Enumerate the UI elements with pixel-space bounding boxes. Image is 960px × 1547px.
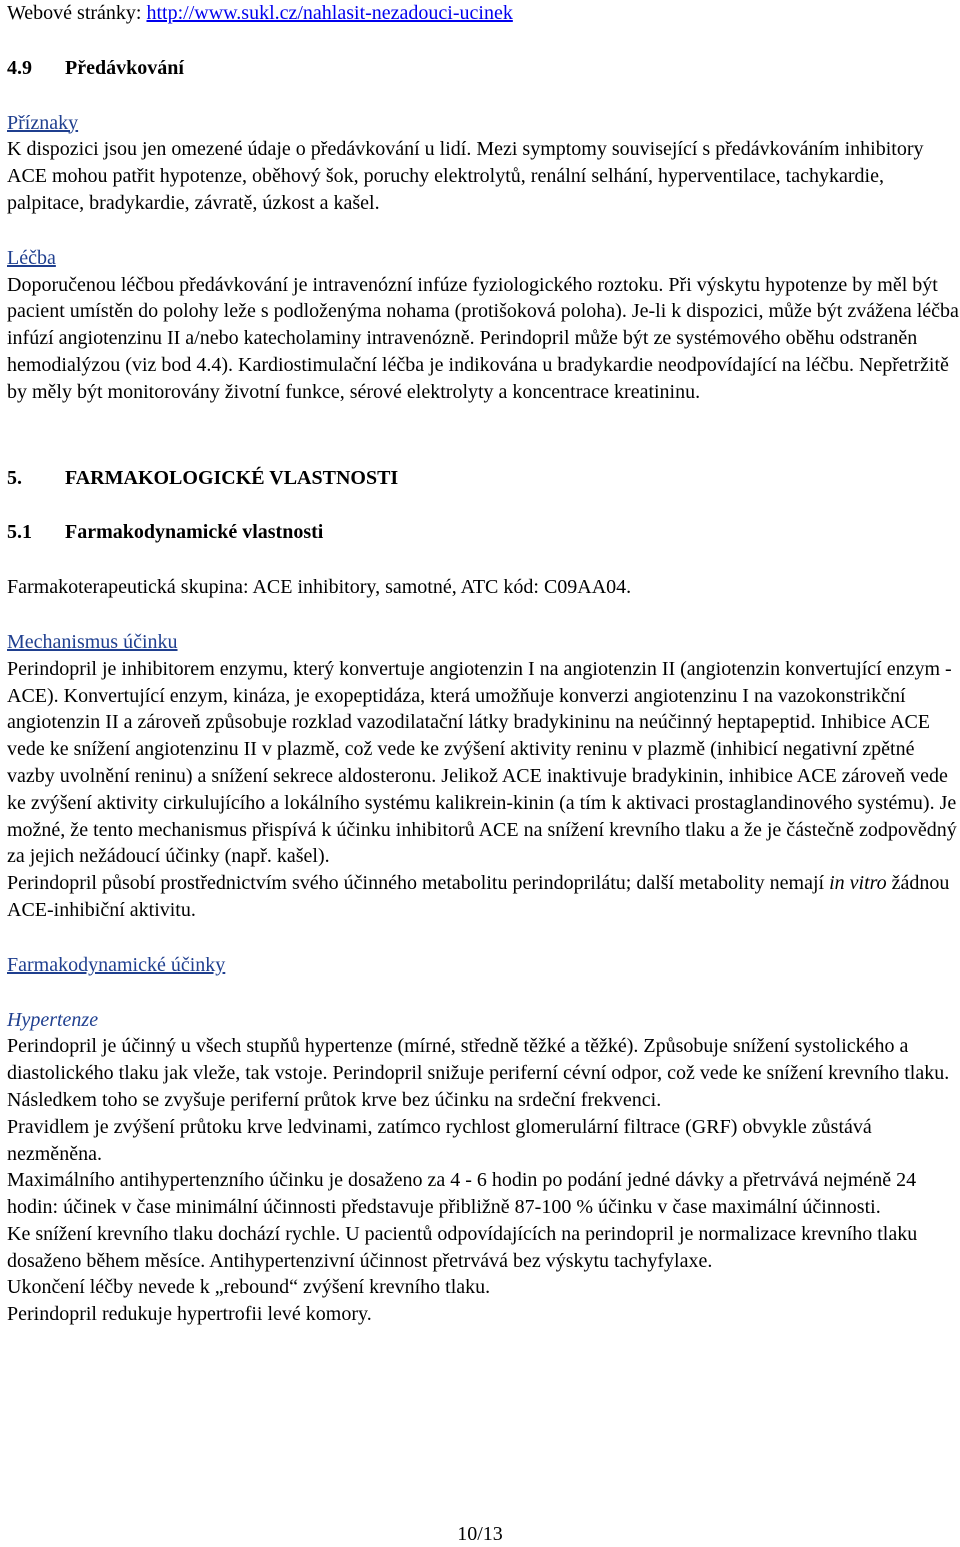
symptoms-paragraph: K dispozici jsou jen omezené údaje o předávkování u lidí. Mezi symptomy související s předávkováním inhibitory ACE mohou patřit hypotenze, oběhový šok, poruchy elektrolytů, renální selhání, hyperventilace, tachykardie, palpitace, bradykardie, závratě, úzkost a kašel.: [7, 138, 924, 214]
section-number: 4.9: [7, 56, 32, 79]
section-number: 5.1: [7, 521, 32, 544]
section-4-9-heading: [7, 55, 959, 82]
hypertension-paragraph: Perindopril redukuje hypertrofii levé komory.: [7, 1303, 372, 1326]
section-title: Farmakodynamické vlastnosti: [65, 521, 324, 544]
hypertension-paragraph: Ke snížení krevního tlaku dochází rychle. U pacientů odpovídajících na perindopril je normalizace krevního tlaku dosaženo během měsíce. Antihypertenzivní účinnost přetrvává bez výskytu tachyfylaxe.: [7, 1222, 918, 1272]
mechanism-paragraph: Perindopril je inhibitorem enzymu, který konvertuje angiotenzin I na angiotenzin II (angiotenzin konvertující enzym - ACE). Konvertující enzym, kináza, je exopeptidáza, která umožňuje konverzi angiotenzinu I na vazokonstrikční angiotenzin II a zároveň způsobuje rozklad vazodilatační látky bradykininu na neúčinný heptapeptid. Inhibice ACE vede ke snížení angiotenzinu II v plazmě, což vede ke zvýšení aktivity reninu v plazmě (inhibicí negativní zpětné vazby uvolnění reninu) a snížení sekrece aldosteronu. Jelikož ACE inaktivuje bradykinin, inhibice ACE zároveň vede ke zvýšení aktivity cirkulujícího a lokálního systému kalikrein-kinin (a tím k aktivaci prostaglandinového systému). Je možné, že tento mechanismus přispívá k účinku inhibitorů ACE na snížení krevního tlaku a že je částečně zodpovědný za jejich nežádoucí účinky (např. kašel).: [7, 657, 957, 868]
page-content: [7, 0, 959, 1328]
pharmacodynamic-effects-heading: Farmakodynamické účinky: [7, 953, 226, 976]
section-5-1-heading: [7, 519, 959, 546]
page-number: 10/13: [457, 1523, 503, 1545]
treatment-paragraph: Doporučenou léčbou předávkování je intravenózní infúze fyziologického roztoku. Při výskytu hypotenze by měl být pacient umístěn do polohy leže s podloženýma nohama (protišoková poloha). Je-li k dispozici, může být zvážena léčba infúzí angiotenzinu II a/nebo katecholaminy intravenózně. Perindopril může být ze systémového oběhu odstraněn hemodialýzou (viz bod 4.4). Kardiostimulační léčba je indikována u bradykardie neodpovídající na léčbu. Nepřetržitě by měly být monitorovány životní funkce, sérové elektrolyty a koncentrace kreatininu.: [7, 273, 959, 403]
website-label: Webové stránky:: [7, 2, 147, 24]
metabolite-text-before: Perindopril působí prostřednictvím svého účinného metabolitu perindoprilátu; další metabolity nemají: [7, 872, 830, 895]
hypertension-paragraph: Perindopril je účinný u všech stupňů hypertenze (mírné, středně těžké a těžké). Způsobuje snížení systolického a diastolického tlaku jak vleže, tak vstoje. Perindopril snižuje periferní cévní odpor, což vede ke snížení krevního tlaku. Následkem toho se zvyšuje periferní průtok krve bez účinku na srdeční frekvenci.: [7, 1035, 950, 1111]
hypertension-paragraph: Ukončení léčby nevede k „rebound“ zvýšení krevního tlaku.: [7, 1276, 491, 1299]
metabolite-text-italic: in vitro: [829, 872, 887, 895]
pharmacovigilance-website-line: [7, 0, 959, 27]
mechanism-heading: Mechanismus účinku: [7, 630, 178, 653]
metabolite-text-after: žádnou ACE-inhibiční aktivitu.: [7, 872, 950, 921]
section-title: Předávkování: [65, 56, 184, 79]
hypertension-heading: Hypertenze: [7, 1008, 99, 1031]
section-number: 5.: [7, 466, 22, 489]
website-link[interactable]: http://www.sukl.cz/nahlasit-nezadouci-ucinek: [146, 2, 513, 24]
section-5-heading: [7, 465, 959, 492]
section-title: FARMAKOLOGICKÉ VLASTNOSTI: [65, 466, 399, 489]
metabolite-paragraph: [7, 870, 959, 924]
hypertension-paragraph: Pravidlem je zvýšení průtoku krve ledvinami, zatímco rychlost glomerulární filtrace (GRF) obvykle zůstává nezměněna.: [7, 1115, 872, 1165]
pharmacotherapeutic-group: Farmakoterapeutická skupina: ACE inhibitory, samotné, ATC kód: C09AA04.: [7, 576, 632, 599]
symptoms-heading: Příznaky: [7, 111, 79, 134]
treatment-heading: Léčba: [7, 246, 56, 269]
hypertension-paragraph: Maximálního antihypertenzního účinku je dosaženo za 4 - 6 hodin po podání jedné dávky a přetrvává nejméně 24 hodin: účinek v čase minimální účinnosti představuje přibližně 87-100 % účinku v čase maximální účinnosti.: [7, 1169, 917, 1219]
